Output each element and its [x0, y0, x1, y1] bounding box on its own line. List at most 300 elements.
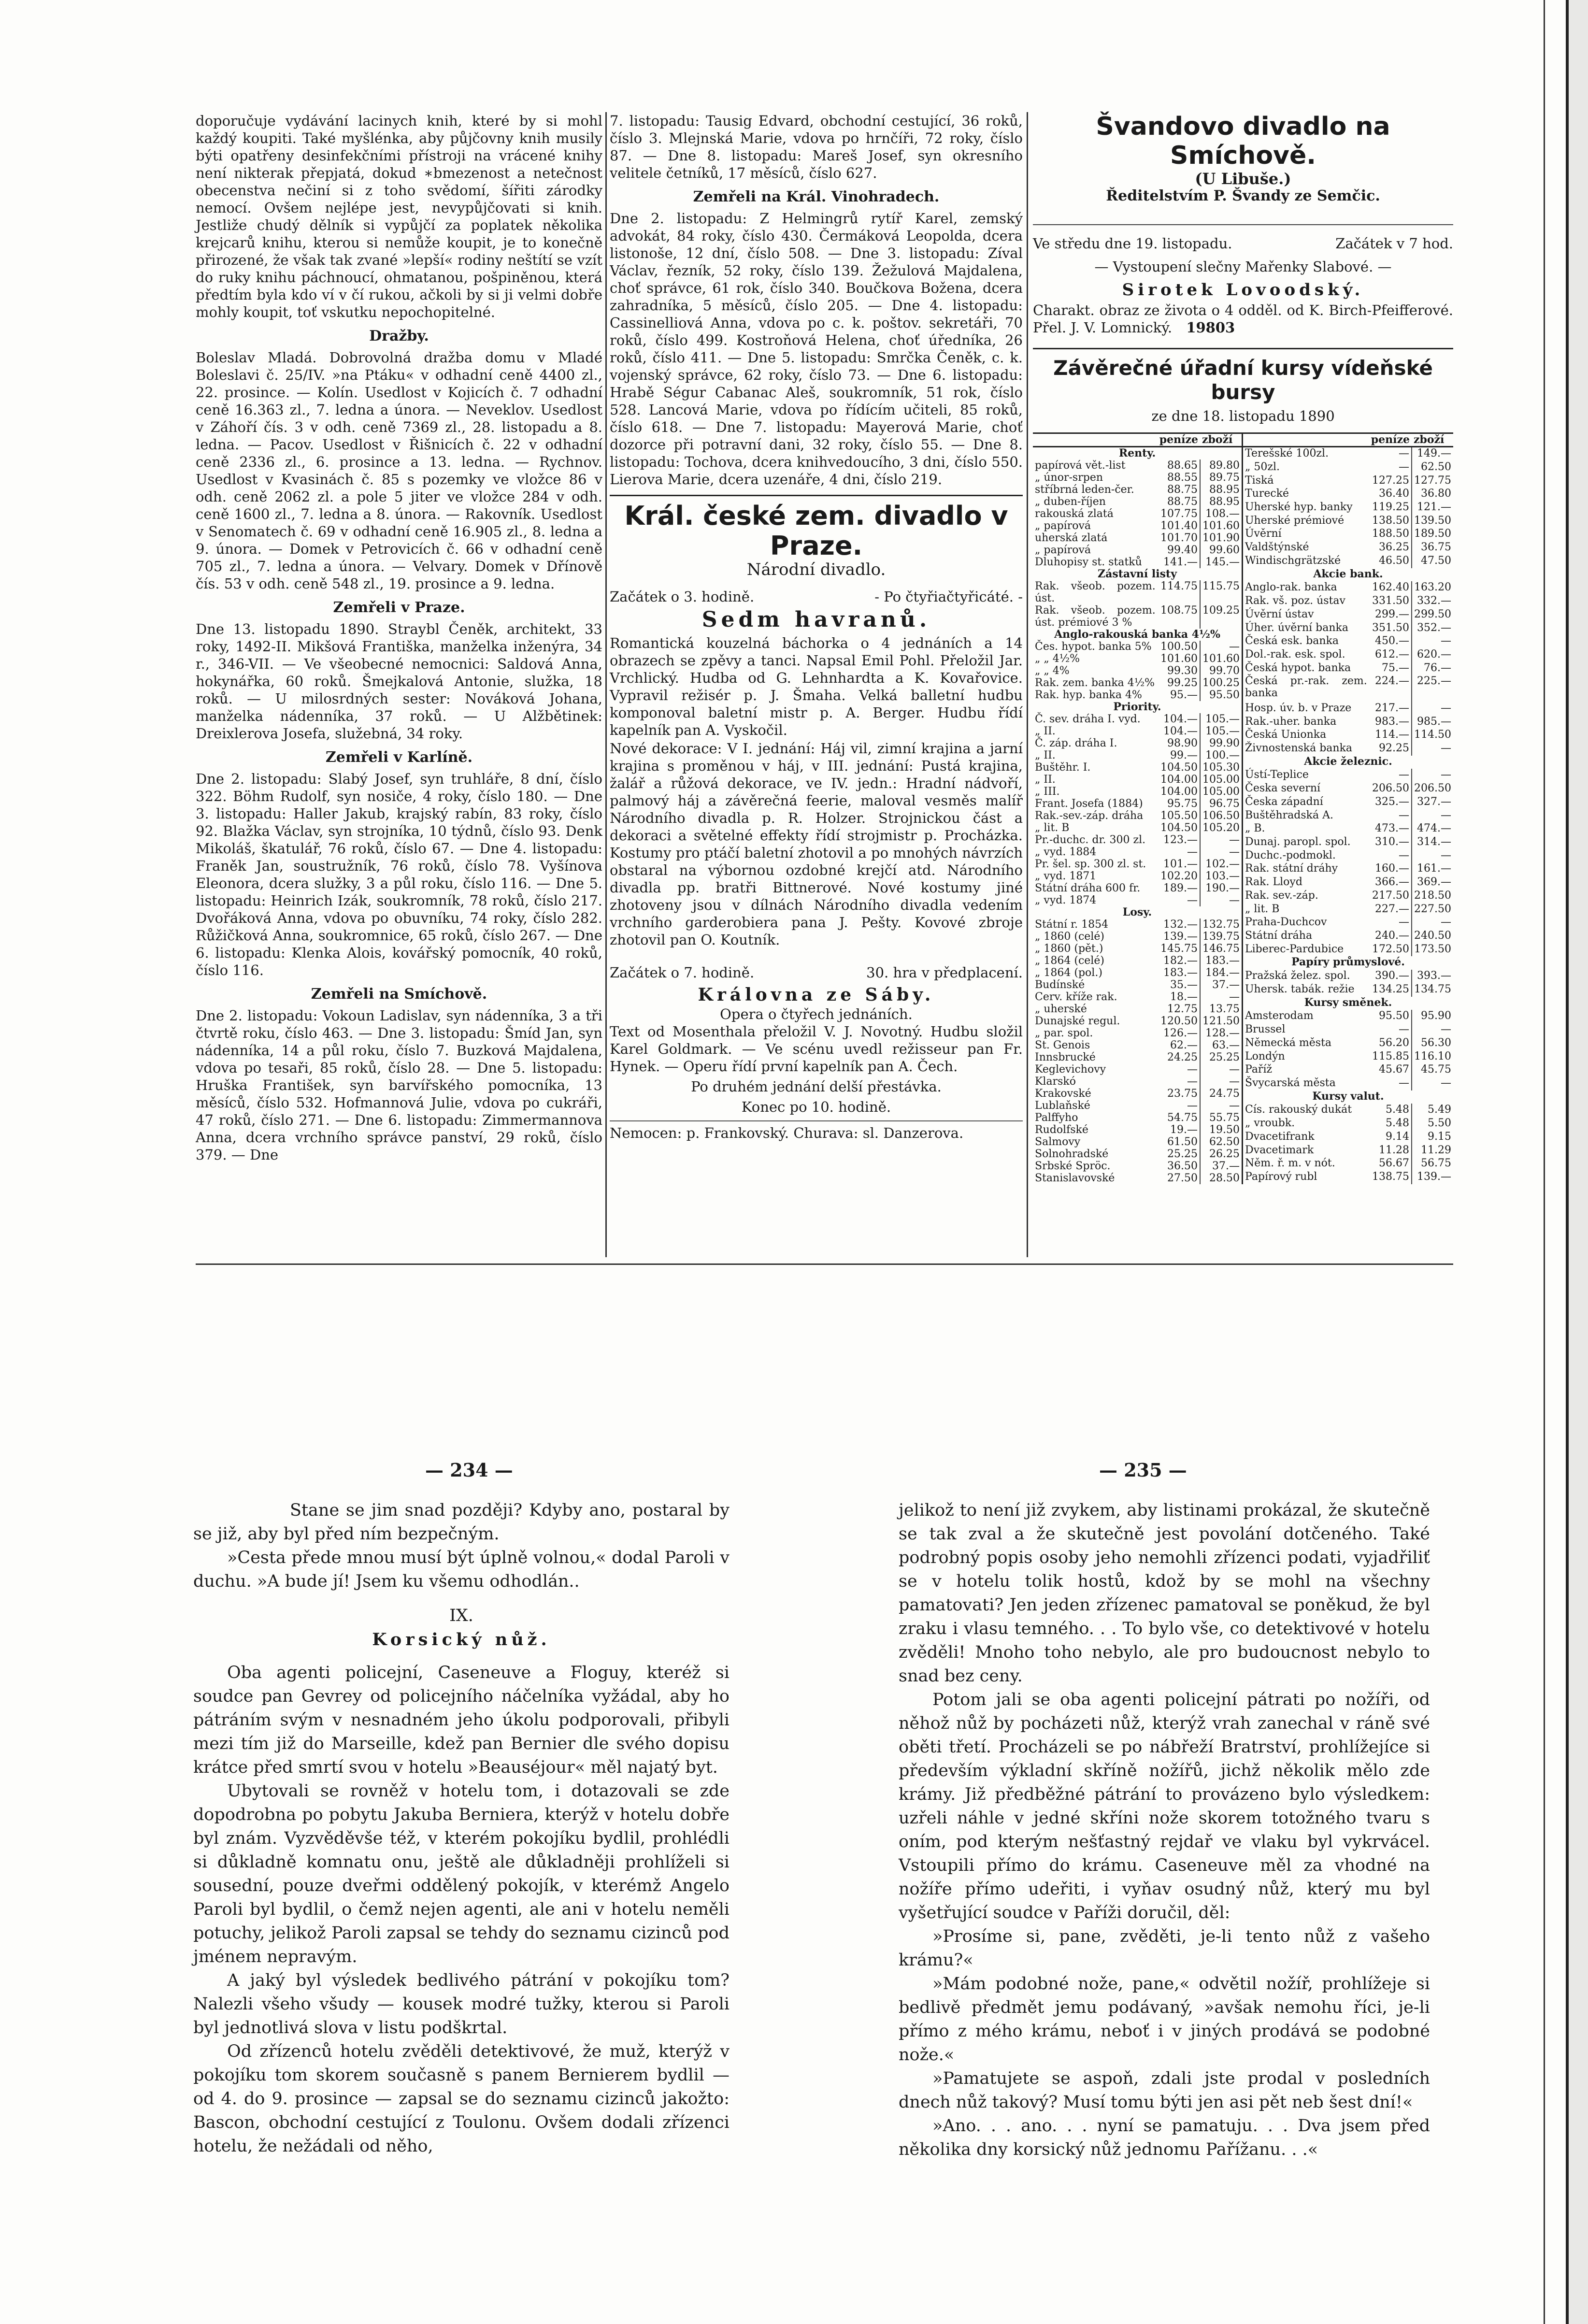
right-row [1243, 756, 1453, 769]
price-goods: 19.50 [1209, 1124, 1240, 1136]
price-money: 189.— [1158, 882, 1200, 894]
section-heading: Kursy směnek. [1304, 996, 1392, 1009]
left-row [1033, 834, 1243, 846]
right-row [1243, 822, 1453, 836]
security-name: Hosp. úv. b. v Praze [1245, 702, 1352, 714]
right-row [1243, 648, 1453, 662]
right-row [1243, 943, 1453, 957]
price-goods: 88.95 [1209, 496, 1240, 508]
price-goods: 37.— [1212, 1160, 1240, 1172]
security-name: Rak.-uher. banka [1245, 715, 1337, 728]
security-name: „ par. spol. [1035, 1027, 1093, 1039]
right-row [1243, 568, 1453, 582]
left-row [1033, 689, 1243, 701]
horizontal-divider [196, 1263, 1453, 1265]
price-money: — [1369, 447, 1412, 461]
security-name: Buštěhr. I. [1035, 761, 1091, 774]
left-row [1033, 544, 1243, 556]
price-money: 104.00 [1158, 786, 1200, 798]
price-money: 35.— [1158, 979, 1200, 991]
right-row [1243, 1050, 1453, 1064]
security-name: „ papírová [1035, 544, 1091, 556]
security-name: „ 1864 (celé) [1035, 955, 1104, 967]
right-row [1243, 997, 1453, 1010]
heading-zemreli-praze: Zemřeli v Praze. [333, 599, 465, 616]
play-decorations-1: Nové dekorace: V I. jednání: Háj vil, zimní krajina a jarní krajina s proměnou v háj, v III. jednání: Pustá krajina, žalář a růžová dekorace, ve IV. jedn.: Hradní nádvoří, palmový háj a závěrečná feerie, maloval vesměs malíř Národního divadla p. R. Holzer. Strojnickou část a dekoraci a světelné effekty řídí strojmistr p. Procházka. Kostumy pro ptáčí baletní zhotovil a po mnohých návrzích obstaral na výbornou ozdobné krejčí atd. Národního divadla pp. bratři Bittnerové. Nové kostumy jiné zhotoveny jsou v dílnách Národního divadla vedením vrchního garderobiera pana J. Pešty. Kovové zbroje zhotovil pan O. Koutník. [610, 740, 1023, 948]
price-money: 98.90 [1158, 737, 1200, 749]
security-name: Německá města [1245, 1036, 1332, 1049]
price-goods: 62.50 [1421, 460, 1451, 473]
price-money: 104.50 [1158, 761, 1200, 774]
right-row [1243, 622, 1453, 635]
right-row [1243, 930, 1453, 943]
price-money: 114.— [1369, 729, 1412, 742]
price-money: 473.— [1369, 822, 1412, 836]
price-money: 183.— [1158, 967, 1200, 979]
right-row [1243, 608, 1453, 622]
price-money: 139.— [1158, 931, 1200, 943]
price-money: 105.50 [1158, 810, 1200, 822]
left-row [1033, 1124, 1243, 1136]
start-line-2 [610, 964, 1023, 981]
play-title-1: Sedm havranů. [701, 607, 931, 632]
security-name: „ lit. B [1035, 822, 1070, 834]
security-name: Windischgrätzské [1245, 554, 1341, 567]
right-row [1243, 1063, 1453, 1077]
price-goods: 105.30 [1202, 761, 1240, 774]
chapter-number: IX. [449, 1606, 473, 1625]
security-name: stříbrná leden-čer. [1035, 484, 1134, 496]
right-row [1243, 555, 1453, 568]
left-row [1033, 1100, 1243, 1112]
section-heading: Kursy valut. [1312, 1090, 1384, 1103]
security-name: Česká pr.-rak. zem. banka [1245, 675, 1367, 700]
left-row [1033, 484, 1243, 496]
bourse-table-left [1033, 432, 1243, 1184]
security-name: Č. záp. dráha I. [1035, 737, 1117, 749]
left-row [1033, 955, 1243, 967]
price-goods: 105.00 [1202, 786, 1240, 798]
left-row [1033, 1039, 1243, 1051]
price-goods: 190.— [1205, 882, 1240, 894]
column-1 [196, 112, 602, 1164]
section-heading: Akcie bank. [1313, 567, 1383, 580]
security-name: St. Genois [1035, 1039, 1090, 1051]
price-money: 188.50 [1369, 528, 1412, 541]
left-row [1033, 749, 1243, 761]
security-name: Liberec-Pardubice [1245, 943, 1344, 955]
price-goods: 139.50 [1414, 514, 1451, 527]
security-name: „ 1864 (pol.) [1035, 967, 1102, 979]
price-money: — [1369, 849, 1412, 863]
price-goods: 128.— [1205, 1027, 1240, 1039]
left-row [1033, 520, 1243, 532]
price-money: 450.— [1369, 635, 1412, 648]
price-money: 99.— [1158, 749, 1200, 761]
security-name: „ vroubk. [1245, 1117, 1295, 1130]
right-row [1243, 461, 1453, 474]
security-name: rakouská zlatá [1035, 508, 1114, 520]
price-money: 101.70 [1158, 532, 1200, 544]
play-subtitle-2: Opera o čtyřech jednáních. [720, 1006, 913, 1022]
price-goods: 127.75 [1414, 474, 1451, 487]
right-paragraph-4: »Mám podobné nože, pane,« odvětil nožíř, prohlížeje si bedlivě předmět jemu podávaný, »avšak nemohu říci, je-li přímo z mého krámu, neboť i v jiných prodává se podobné nože.« [899, 1974, 1430, 2065]
svanda-guest: — Vystoupení slečny Mařenky Slabové. — [1094, 258, 1392, 275]
bourse-right-body [1243, 447, 1453, 1185]
left-row [1033, 701, 1243, 713]
left-row [1033, 882, 1243, 894]
security-name: „ lit. B [1245, 903, 1280, 915]
price-goods: 139.75 [1202, 931, 1240, 943]
security-name: Č. sev. dráha I. vyd. [1035, 713, 1141, 725]
price-goods: 37.— [1212, 979, 1240, 991]
page-number-right: — 235 — [1099, 1459, 1187, 1481]
price-money: 5.48 [1369, 1117, 1412, 1131]
right-row [1243, 528, 1453, 541]
security-name: Dunajské regul. [1035, 1015, 1120, 1027]
right-row [1243, 702, 1453, 716]
price-money: 325.— [1369, 796, 1412, 809]
price-money: 18.— [1158, 991, 1200, 1003]
bourse-tables [1033, 432, 1453, 1184]
paragraph-col2-intro: 7. listopadu: Tausig Edvard, obchodní cestující, 36 roků, číslo 3. Mlejnská Marie, vdova po hrnčíři, 72 roky, číslo 87. — Dne 8. listopadu: Mareš Josef, syn okresního velitele četníků, 17 měsíců, číslo 627. [610, 113, 1023, 181]
security-name: Paříž [1245, 1063, 1273, 1076]
security-name: „ 1860 (celé) [1035, 931, 1104, 943]
price-goods: — [1441, 635, 1451, 647]
security-name: Brussel [1245, 1023, 1286, 1036]
left-row [1033, 943, 1243, 955]
left-row [1033, 653, 1243, 665]
security-name: „ vyd. 1874 [1035, 894, 1097, 906]
security-name: Londýn [1245, 1050, 1285, 1062]
price-goods: 99.70 [1209, 665, 1240, 677]
price-money: 88.55 [1158, 472, 1200, 484]
price-money: 100.50 [1158, 641, 1200, 653]
price-money: 54.75 [1158, 1112, 1200, 1124]
price-money: — [1369, 1077, 1412, 1090]
price-goods: 132.75 [1202, 918, 1240, 931]
price-money: 145.75 [1158, 943, 1200, 955]
right-row [1243, 1037, 1453, 1050]
price-money: — [1369, 461, 1412, 474]
price-money: 88.65 [1158, 459, 1200, 472]
book-page-left [193, 1499, 730, 2158]
price-goods: — [1441, 1023, 1451, 1036]
paragraph-drazby: Boleslav Mladá. Dobrovolná dražba domu v Mladé Boleslavi č. 25/IV. »na Ptáku« v odhadní ceně 4400 zl., 22. prosince. — Kolín. Usedlost v Kojicích č. 7 odhadní ceně 16.363 zl., 7. ledna a února. — Neveklov. Usedlost v Záhoří čís. 3 v odh. ceně 7369 zl., 28. listopadu a 8. ledna. — Pacov. Usedlost v Řišnicích č. 22 v odhadní ceně 2336 zl., 6. prosince a 13. ledna. — Rychnov. Usedlost v Kvasinách č. 85 s pozemky ve vložce 86 v odh. ceně 2062 zl. a pole 5 jiter ve vložce 284 v odh. ceně 1600 zl., 7. ledna a 8. února. — Rakovník. Usedlost v Senomatech č. 69 v odhadní ceně 16.905 zl., 8. ledna a 9. února. — Domek v Petrovicích č. 66 v odhadní ceně 705 zl., 7. ledna a února. — Velvary. Domek v Dřínově čís. 53 v odh. ceně 548 zl., 19. prosince a 9. ledna. [196, 349, 602, 592]
left-paragraph-6: Od zřízenců hotelu zvěděli detektivové, že muž, kterýž v pokojíku tom skorem současně s panem Bernierem bydlil — od 4. do 9. prosince — zapsal se do seznamu cizinců jakožto: Bascon, obchodní cestující z Toulonu. Ovšem dodali zřízenci hotelu, že nežádali od něho, [193, 2042, 730, 2156]
left-row [1033, 1088, 1243, 1100]
price-goods: 62.50 [1209, 1136, 1240, 1148]
price-money: 126.— [1158, 1027, 1200, 1039]
price-goods: 139.— [1417, 1170, 1451, 1183]
price-money: 108.75 [1158, 604, 1200, 629]
left-row [1033, 979, 1243, 991]
price-goods: 240.50 [1414, 930, 1451, 942]
right-row [1243, 849, 1453, 863]
security-name: Rak. Lloyd [1245, 876, 1302, 889]
price-money: 88.75 [1158, 496, 1200, 508]
paragraph-intro: doporučuje vydávání lacinych knih, které by si mohl každý koupiti. Také myšlénka, aby půjčovny knih musily býti opatřeny desinfekčními přístroji na vrácené knihy není nikterak přepjatá, dokud ∗bmezenost a netečnost obecenstva nečiní si z toho svědomí, šířiti zárodky nemocí. Ovšem nejlépe jest, nevypůjčovati si knih. Jestliže chudý dělník si vypůjčí za poplatek několika krejcarů knihu, kterou si nemůže koupit, je to konečně přirozené, že však tak zvané »lepší« rodiny neštítí se vzít do ruky knihu páchnoucí, ohmatanou, pošpiněnou, která předtím byla kdo ví v čí rukou, ačkoli by si ji velmi dobře mohly koupit, toť vskutku nepochopitelné. [196, 113, 602, 320]
price-goods: 105.— [1205, 725, 1240, 737]
price-money: 104.00 [1158, 774, 1200, 786]
security-name: Praha-Duchcov [1245, 916, 1327, 929]
price-money: 92.25 [1369, 742, 1412, 756]
security-name: Buštěhradská A. [1245, 809, 1333, 821]
play-description-1: Romantická kouzelná báchorka o 4 jednáních a 14 obrazech se zpěvy a tanci. Napsal Emil Pohl. Přeložil Jar. Vrchlický. Hudba od G. Lehnhardta a K. Kovařovice. Vypravil režisér p. J. Šmaha. Velká balletní hudbu komponoval baletní mistr p. A. Berger. Hudbu řídí kapelník pan A. Vyskočil. [610, 635, 1023, 738]
security-name: Česká Unionka [1245, 729, 1327, 741]
right-row [1243, 1104, 1453, 1117]
price-goods: — [1229, 641, 1240, 653]
price-money: 224.— [1369, 675, 1412, 702]
right-row [1243, 581, 1453, 595]
price-goods: 115.75 [1202, 580, 1240, 592]
section-heading: Akcie železnic. [1304, 755, 1392, 768]
left-row [1033, 508, 1243, 520]
price-goods: 173.50 [1414, 943, 1451, 955]
price-money: — [1369, 809, 1412, 823]
security-name: „ vyd. 1884 [1035, 846, 1097, 858]
price-money: 160.— [1369, 862, 1412, 876]
intermission-note: Po druhém jednání delší přestávka. [691, 1078, 942, 1095]
left-row [1033, 846, 1243, 858]
price-money: 27.50 [1158, 1172, 1200, 1184]
price-goods: 89.80 [1209, 459, 1240, 472]
svanda-date: Ve středu dne 19. listopadu. [1033, 235, 1232, 252]
price-goods: 9.15 [1428, 1130, 1451, 1143]
price-money: 114.75 [1158, 580, 1200, 604]
security-name: „ 1860 (pět.) [1035, 943, 1103, 955]
price-money: 227.— [1369, 903, 1412, 917]
price-money: 56.67 [1369, 1157, 1412, 1171]
security-name: Úher. úvěrní banka [1245, 621, 1348, 634]
security-name: „ uherské [1035, 1003, 1087, 1015]
price-money: — [1158, 1100, 1200, 1112]
security-name: Česká esk. banka [1245, 635, 1339, 647]
price-money: 12.75 [1158, 1003, 1200, 1015]
left-row [1033, 472, 1243, 484]
price-money: 11.28 [1369, 1144, 1412, 1158]
section-heading: Losy. [1122, 906, 1152, 918]
price-goods: 5.50 [1428, 1117, 1451, 1130]
security-name: Cerv. kříže rak. [1035, 991, 1117, 1003]
right-row [1243, 796, 1453, 809]
left-row [1033, 786, 1243, 798]
security-name: Keglevichovy [1035, 1063, 1106, 1076]
price-money: 240.— [1369, 930, 1412, 943]
price-money: — [1369, 769, 1412, 782]
paragraph-karline: Dne 2. listopadu: Slabý Josef, syn truhláře, 8 dní, číslo 322. Böhm Rudolf, syn nosiče, 4 roky, číslo 180. — Dne 3. listopadu: Haller Jakub, krajský rabín, 83 roky, číslo 92. Blažka Václav, syn strojníka, 10 týdnů, číslo 93. Denk Mikoláš, škatulář, 76 roků, číslo 67. — Dne 4. listopadu: Franěk Jan, soustružník, 76 roků, číslo 78. Vyšínova Eleonora, dcera služky, 3 a půl roku, číslo 116. — Dne 5. listopadu: Heinrich Izák, soukromník, 78 roků, číslo 217. Dvořáková Anna, vdova po obuvníku, 74 roky, číslo 282. Růžičková Anna, soukromnice, 65 roků, číslo 267. — Dne 6. listopadu: Klenka Alois, kovářský pomocník, 40 roků, číslo 116. [196, 771, 602, 978]
right-row [1243, 1023, 1453, 1037]
price-goods: 99.90 [1209, 737, 1240, 749]
price-goods: 183.— [1205, 955, 1240, 967]
right-row [1243, 1131, 1453, 1144]
left-paragraph-3: Oba agenti policejní, Caseneuve a Floguy, kteréž si soudce pan Gevrey od policejního náčelníka vyžádal, aby ho pátráním svým v nesnadném jeho úkolu podporovali, přibyli mezi tím již do Marseille, kdež pan Bernier dle svého dopisu krátce před smrtí svou v hotelu »Beauséjour« měl najatý byt. [193, 1663, 730, 1777]
right-row [1243, 1117, 1453, 1131]
price-goods: 332.— [1417, 595, 1451, 607]
left-row [1033, 858, 1243, 870]
price-goods: 95.50 [1209, 689, 1240, 701]
security-name: Švycarská města [1245, 1076, 1336, 1089]
security-name: Rudolfské [1035, 1124, 1088, 1136]
security-name: Česka západní [1245, 795, 1323, 808]
price-money: 101.60 [1158, 653, 1200, 665]
price-money: 217.50 [1369, 889, 1412, 903]
price-goods: 95.90 [1421, 1010, 1451, 1022]
right-row [1243, 1010, 1453, 1023]
price-goods: 134.75 [1414, 983, 1451, 995]
left-row [1033, 496, 1243, 508]
security-name: Rak. všeob. pozem. úst. prémiové 3 % [1035, 604, 1156, 629]
right-row [1243, 1157, 1453, 1171]
security-name: Srbské Spröc. [1035, 1160, 1111, 1172]
price-goods: 101.60 [1202, 653, 1240, 665]
left-row [1033, 906, 1243, 918]
right-row [1243, 809, 1453, 823]
price-money: 138.75 [1369, 1171, 1412, 1184]
start-time-1: Začátek o 3. hodině. [610, 588, 755, 605]
right-row [1243, 782, 1453, 796]
security-name: Duchc.-podmokl. [1245, 849, 1336, 861]
security-name: Česká hypot. banka [1245, 661, 1351, 674]
left-row [1033, 774, 1243, 786]
right-row [1243, 675, 1453, 702]
price-goods: 105.— [1205, 713, 1240, 725]
security-name: „ B. [1245, 822, 1265, 835]
left-paragraph-4: Ubytovali se rovněž v hotelu tom, i dotazovali se zde dopodrobna po pobytu Jakuba Berniera, kterýž v hotelu dobře byl znám. Vyzvěděvše též, v kterém pokojíku bydlil, prohlédli si důkladně komnatu onu, ještě ale důkladněji prohlíželi si sousední, pouze dveřmi oddělený pokojík, v kterémž Angelo Paroli byl bydlil, o čemž nejen agenti, ale ani v hotelu neměli potuchy, jelikož Paroli zapsal se tehdy do seznamu cizinců pod jménem nepravým. [193, 1781, 730, 1966]
right-row [1243, 541, 1453, 555]
price-money: 206.50 [1369, 782, 1412, 796]
left-row [1033, 991, 1243, 1003]
left-row [1033, 1076, 1243, 1088]
price-goods: — [1229, 1063, 1240, 1076]
header-goods-right: zboží [1412, 433, 1453, 447]
security-name: Rak. zem. banka 4½% [1035, 677, 1155, 689]
bourse-left-body [1033, 447, 1243, 1185]
column-divider-2 [1027, 112, 1028, 1257]
price-money: 24.25 [1158, 1051, 1200, 1063]
price-money: 9.14 [1369, 1131, 1412, 1144]
right-row [1243, 836, 1453, 849]
right-row [1243, 862, 1453, 876]
right-paragraph-3: »Prosíme si, pane, zvěděti, je-li tento nůž z vašeho krámu?« [899, 1927, 1430, 1970]
price-goods: 47.50 [1421, 554, 1451, 567]
price-goods: 101.60 [1202, 520, 1240, 532]
security-name: Uhersk. tabák. režie [1245, 983, 1355, 995]
price-money: 983.— [1369, 716, 1412, 729]
price-money: — [1158, 1076, 1200, 1088]
security-name: Dvacetifrank [1245, 1130, 1315, 1143]
security-name: Česka severní [1245, 782, 1321, 795]
price-goods: 121.50 [1202, 1015, 1240, 1027]
left-row [1033, 931, 1243, 943]
right-paragraph-5: »Pamatujete se aspoň, zdali jste prodal v posledních dnech nůž takový? Musí tomu býti jen asi pět neb šest dní!« [899, 2069, 1430, 2112]
security-name: Pr. šel. sp. 300 zl. st. [1035, 858, 1146, 870]
price-goods: 184.— [1205, 967, 1240, 979]
security-name: Něm. ř. m. v nót. [1245, 1157, 1335, 1170]
right-row [1243, 983, 1453, 997]
price-goods: 88.95 [1209, 484, 1240, 496]
price-goods: 109.25 [1202, 604, 1240, 617]
left-row [1033, 810, 1243, 822]
svanda-play-desc-text: Charakt. obraz ze života o 4 odděl. od K. Birch-Pfeifferové. Přel. J. V. Lomnický. [1033, 302, 1453, 336]
price-goods: 99.60 [1209, 544, 1240, 556]
national-theatre-subtitle: Národní divadlo. [746, 560, 886, 579]
security-name: „ „ 4½% [1035, 653, 1080, 665]
right-row [1243, 956, 1453, 970]
security-name: Rak. státní dráhy [1245, 862, 1338, 875]
right-row [1243, 635, 1453, 648]
header-money-left: peníze [1158, 433, 1200, 447]
header-goods-left: zboží [1200, 433, 1242, 447]
right-row [1243, 916, 1453, 930]
security-name: „ únor-srpen [1035, 472, 1103, 484]
left-row [1033, 1051, 1243, 1063]
price-money: — [1369, 916, 1412, 930]
left-paragraph-2: »Cesta přede mnou musí být úplně volnou,« dodal Paroli v duchu. »A bude jí! Jsem ku všemu odhodlán.. [193, 1548, 730, 1591]
left-row [1033, 894, 1243, 906]
security-name: Rak. vš. poz. ústav [1245, 595, 1345, 607]
security-name: Innsbrucké [1035, 1051, 1096, 1063]
section-heading: Papíry průmyslové. [1291, 956, 1405, 969]
left-row [1033, 798, 1243, 810]
security-name: Dol.-rak. esk. spol. [1245, 648, 1345, 660]
price-goods: 36.75 [1421, 541, 1451, 554]
heading-drazby: Dražby. [369, 328, 429, 344]
price-money: 46.50 [1369, 555, 1412, 568]
price-goods: — [1229, 1076, 1240, 1088]
price-money: 99.25 [1158, 677, 1200, 689]
price-goods: 105.00 [1202, 774, 1240, 786]
price-money: 104.50 [1158, 822, 1200, 834]
price-money: 132.— [1158, 918, 1200, 931]
price-goods: 45.75 [1421, 1063, 1451, 1076]
price-money: 75.— [1369, 662, 1412, 675]
price-goods: 26.25 [1209, 1148, 1240, 1160]
left-paragraph-5: A jaký byl výsledek bedlivého pátrání v pokojíku tom? Nalezli všeho všudy — kousek modré tužky, kterou si Paroli byl jednotlivá slova v listu podškrtal. [193, 1971, 730, 2037]
price-goods: — [1441, 849, 1451, 861]
security-name: Rak. hyp. banka 4% [1035, 689, 1142, 701]
left-row [1033, 677, 1243, 689]
security-name: Cís. rakouský dukát [1245, 1104, 1352, 1116]
left-row [1033, 641, 1243, 653]
security-name: Státní dráha [1245, 930, 1313, 942]
price-goods: 106.50 [1202, 810, 1240, 822]
price-goods: 299.50 [1414, 608, 1451, 620]
book-page-right [899, 1499, 1430, 2162]
security-name: Salmovy [1035, 1136, 1081, 1148]
security-name: Anglo-rak. banka [1245, 581, 1337, 594]
security-name: Lublaňské [1035, 1100, 1090, 1112]
price-goods: 369.— [1417, 876, 1451, 889]
security-name: uherská zlatá [1035, 532, 1108, 544]
price-goods: — [1441, 809, 1451, 821]
sick-note: Nemocen: p. Frankovský. Churava: sl. Danzerova. [610, 1125, 964, 1141]
security-name: Čes. hypot. banka 5% [1035, 641, 1152, 653]
price-money: 366.— [1369, 876, 1412, 889]
price-money: 104.— [1158, 725, 1200, 737]
price-money: 107.75 [1158, 508, 1200, 520]
price-money: 217.— [1369, 702, 1412, 716]
security-name: „ II. [1035, 725, 1056, 737]
price-goods: — [1441, 742, 1451, 754]
right-row [1243, 1077, 1453, 1090]
price-goods: — [1229, 1100, 1240, 1112]
security-name: Palffyho [1035, 1112, 1078, 1124]
security-name: Tiská [1245, 474, 1274, 487]
security-name: „ II. [1035, 774, 1056, 786]
right-row [1243, 447, 1453, 461]
price-money: 612.— [1369, 648, 1412, 662]
